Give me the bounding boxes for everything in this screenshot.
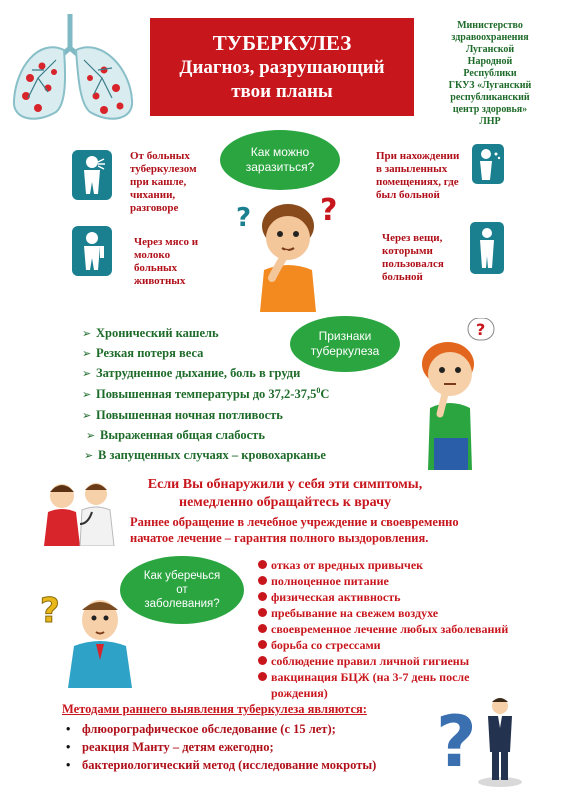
symptom-text: Резкая потеря веса [96,346,204,360]
arrow-right-icon: ➢ [86,429,96,442]
symptom-item [84,448,326,463]
early-treatment-note [130,514,500,546]
prevention-item [258,574,389,589]
text-line: животных [134,275,186,287]
detection-title: Методами раннего выявления туберкулеза являются: [62,702,367,716]
degree-superscript: 0 [316,386,321,395]
title-line-2: Диагноз, разрушающий [179,56,385,78]
svg-text:?: ? [476,320,486,339]
bullet-dot-icon [258,656,267,665]
ministry-line: республиканский [450,92,530,103]
symptom-text: В запущенных случаях – кровохарканье [98,448,326,462]
arrow-right-icon: ➢ [84,449,94,462]
cta-line: Если Вы обнаружили у себя эти симптомы, [147,477,423,492]
detection-item [66,740,274,755]
text-line: помещениях, где [376,176,459,188]
bullet-dot-icon [258,592,267,601]
transmission-left-top [130,150,197,215]
note-line: Раннее обращение в лечебное учреждение и своевременно [130,515,459,529]
prevention-text: вакцинация БЦЖ (на 3-7 день после [271,670,470,684]
bubble-line: заразиться? [245,160,315,174]
bullet-dot-icon [258,560,267,569]
arrow-right-icon: ➢ [82,367,92,380]
symptom-item [82,346,203,361]
detection-text: флюорографическое обследование (с 15 лет); [82,722,336,736]
prevention-text: полноценное питание [271,574,389,588]
text-line: при кашле, [130,176,187,188]
text-line: От больных [130,150,190,162]
bullet-dot-icon [258,576,267,585]
person-eating-icon [72,226,112,276]
text-line: Через вещи, [382,232,443,244]
symptom-item [82,366,300,381]
bullet-icon: • [66,758,71,772]
text-line: пользовался [382,258,444,270]
ministry-line: ГКУЗ «Луганский [448,80,532,91]
prevention-item-continuation: рождения) [271,686,328,700]
text-line: больных [134,262,178,274]
symptom-item [82,408,283,423]
sick-boy-illustration [404,318,504,470]
coughing-person-icon [72,150,112,200]
transmission-right-bottom [382,232,444,284]
call-to-action-heading [110,476,460,512]
detection-item [66,722,336,737]
prevention-item [258,654,469,669]
ministry-line: Министерство [457,20,523,31]
thinking-man-illustration [40,580,150,688]
title-line-3: твои планы [231,80,333,102]
text-line: разговоре [130,202,179,214]
bubble-line: туберкулеза [310,344,380,358]
text-line: чихании, [130,189,176,201]
bubble-line: от [176,584,188,596]
ministry-line: Республики [463,68,517,79]
arrow-right-icon: ➢ [82,347,92,360]
personal-items-icon [470,222,504,274]
text-line: молоко [134,249,171,261]
prevention-text: своевременное лечение любых заболеваний [271,622,509,636]
symptom-item [86,428,265,443]
arrow-right-icon: ➢ [82,327,92,340]
prevention-item [258,638,381,653]
detection-text: реакция Манту – детям ежегодно; [82,740,274,754]
how-to-get-infected-bubble [220,130,340,190]
transmission-right-top [376,150,459,202]
prevention-text: отказ от вредных привычек [271,558,424,572]
ministry-line: Народной [467,56,513,67]
ministry-line: Луганской [465,44,515,55]
text-line: больной [382,271,423,283]
signs-of-tuberculosis-bubble [290,316,400,372]
prevention-item [258,590,400,605]
bubble-line: Как можно [250,145,310,159]
svg-text:?: ? [236,203,252,233]
symptom-item [82,326,219,341]
title-banner [150,18,414,116]
symptom-text: Затрудненное дыхание, боль в груди [96,366,301,380]
text-line: был больной [376,189,440,201]
text-line: которыми [382,245,433,257]
text-line: туберкулезом [130,163,197,175]
degree-unit: С [320,387,330,402]
note-line: начатое лечение – гарантия полного выздоровления. [130,531,429,545]
bullet-icon: • [66,722,71,736]
transmission-left-bottom [134,236,198,288]
ministry-line: ЛНР [479,116,501,127]
title-line-1: ТУБЕРКУЛЕЗ [212,30,352,55]
text-line: в запыленных [376,163,448,175]
prevention-text: физическая активность [271,590,401,604]
bubble-line: заболевания? [144,598,220,610]
detection-text: бактериологический метод (исследование мокроты) [82,758,377,772]
dusty-room-icon [472,144,504,184]
bullet-dot-icon [258,608,267,617]
cta-line: немедленно обращайтесь к врачу [179,495,391,510]
svg-text:?: ? [436,701,477,783]
ministry-line: здравоохранения [451,32,529,43]
bullet-dot-icon [258,672,267,681]
arrow-right-icon: ➢ [82,388,92,402]
prevention-item [258,622,508,637]
svg-text:?: ? [320,193,338,228]
symptom-text: Повышенная ночная потливость [96,408,283,422]
symptom-item [82,386,329,402]
prevention-item [258,606,438,621]
ministry-line: центр здоровья» [452,104,528,115]
businessman-question-illustration [436,692,526,788]
svg-text:?: ? [40,591,60,631]
doctor-patient-illustration [40,478,120,546]
bullet-dot-icon [258,640,267,649]
text-line: Через мясо и [134,236,199,248]
detection-item [66,758,376,773]
bullet-dot-icon [258,624,267,633]
thinking-boy-illustration [228,190,348,312]
bubble-line: Как уберечься [143,570,221,582]
symptom-text: Повышенная температуры до 37,2-37,5 [96,387,317,402]
symptom-text: Хронический кашель [96,326,219,340]
arrow-right-icon: ➢ [82,409,92,422]
prevention-text: пребывание на свежем воздухе [271,606,439,620]
bubble-line: Признаки [318,329,372,343]
prevention-item [258,670,469,685]
symptom-text: Выраженная общая слабость [100,428,265,442]
text-line: При нахождении [376,150,460,162]
ministry-block [424,20,556,128]
bullet-icon: • [66,740,71,754]
lungs-illustration [8,8,138,128]
prevention-item [258,558,423,573]
prevention-text: соблюдение правил личной гигиены [271,654,470,668]
prevention-text: борьба со стрессами [271,638,381,652]
